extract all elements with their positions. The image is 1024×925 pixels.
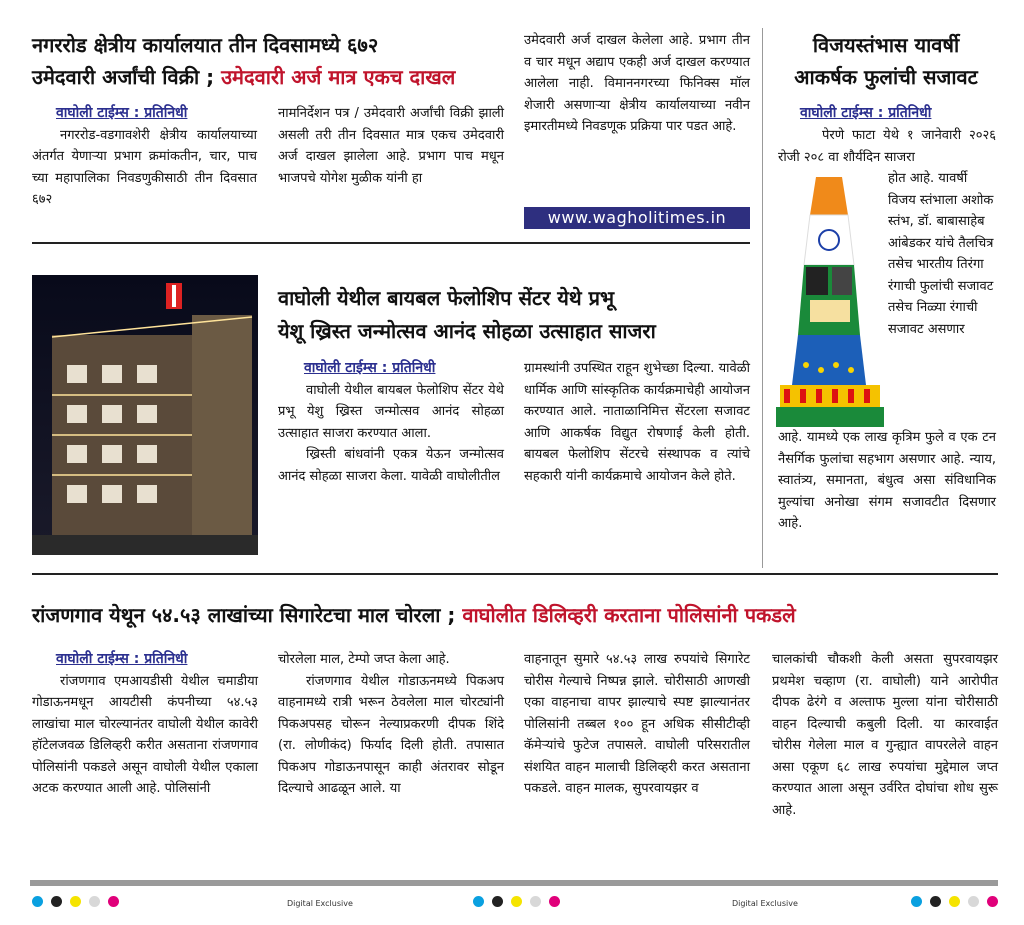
- reg-dot-magenta: [549, 896, 560, 907]
- article4-col3-text: वाहनातून सुमारे ५४.५३ लाख रुपयांचे सिगारेट चोरीस गेल्याचे निष्पन्न झाले. चोरीसाठी आणखी एका वाहनाचा वापर झाल्याचे स्पष्ट झाल्यानंतर पोलिसांनी तब्बल १०० हून अधिक सीसीटीव्ही कॅमेऱ्यांचे फुटेज तपासले. वाघोली परिसरातील संशयित वाहन मालाची डिलिव्हरी करत असताना पकडले. वाहन मालक, सुपरवायझर व: [524, 652, 750, 796]
- article1-col2-text: नामनिर्देशन पत्र / उमेदवारी अर्जांची विक्री झाली असली तरी तीन दिवसात मात्र एकच उमेदवारी अर्ज दाखल झालेला आहे. प्रभाग पाच मधून भाजपचे योगेश मुळीक यांनी हा: [278, 106, 504, 186]
- article4-col1-text: रांजणगाव एमआयडीसी येथील चमाडीया गोडाऊनमधून आयटीसी कंपनीच्या ५४.५३ लाखांचा माल चोरल्यानंतर वाघोली येथील कावेरी हॉटेलजवळ डिलिव्हरी करीत असताना रांजणगाव पोलिसांनी पकडले असून वाघोली येथील एकाला अटक करण्यात आली आहे. पोलिसांनी: [32, 673, 258, 796]
- article4-col3: [524, 649, 750, 800]
- reg-dot-gray: [89, 896, 100, 907]
- article2-col1-p2: ख्रिस्ती बांधवांनी एकत्र येऊन जन्मोत्सव आनंद सोहळा साजरा केला. यावेळी वाघोलीतील: [278, 447, 504, 484]
- reg-dot-magenta: [987, 896, 998, 907]
- website-link[interactable]: www.wagholitimes.in: [524, 207, 750, 229]
- article3-headline-line1: विजयस्तंभास यावर्षी: [812, 33, 960, 57]
- article1-headline-line2: [32, 62, 552, 92]
- article2-col2: [524, 358, 750, 487]
- reg-dot-yellow: [949, 896, 960, 907]
- article4-col2-p2: रांजणगाव येथील गोडाऊनमध्ये पिकअप वाहनामध्ये रात्री भरून ठेवलेला माल चोरट्यांनी पिकअपसह चोरून नेल्याप्रकरणी दीपक शिंदे (रा. लोणीकंद) फिर्याद दिली होती. तपासात पिकअप गोडाऊनपासून काही अंतरावर सोडून दिल्याचे आढळून आले. या: [278, 673, 504, 796]
- footer-label-center: Digital Exclusive: [287, 899, 353, 908]
- reg-dot-cyan: [473, 896, 484, 907]
- vijay-stambh-image: [776, 175, 884, 427]
- reg-dot-cyan: [911, 896, 922, 907]
- article4-col2-p1: चोरलेला माल, टेम्पो जप्त केला आहे.: [278, 652, 450, 667]
- reg-dot-black: [492, 896, 503, 907]
- divider-vertical: [762, 28, 763, 568]
- footer-label-right: Digital Exclusive: [732, 899, 798, 908]
- article3-below-image: [778, 427, 996, 535]
- article2-col2-text: ग्रामस्थांनी उपस्थित राहून शुभेच्छा दिल्या. यावेळी धार्मिक आणि सांस्कृतिक कार्यक्रमाचेही आयोजन करण्यात आले. नाताळानिमित्त सेंटरला सजावट आणि आकर्षक विद्युत रोषणाई केली होती. बायबल फेलोशिप सेंटरचे संस्थापक व त्यांचे सहकारी यांनी कार्यक्रमाचे आयोजन केले होते.: [524, 361, 750, 484]
- article3-beside-image-text: होत आहे. यावर्षी विजय स्तंभाला अशोक स्तंभ, डॉ. बाबासाहेब आंबेडकर यांचे तैलचित्र तसेच भारतीय तिरंगा रंगाची फुलांची सजावट तसेच निळ्या रंगाची सजावट असणार: [888, 171, 994, 337]
- article2-headline-line2: येशू ख्रिस्त जन्मोत्सव आनंद सोहळा उत्साहात साजरा: [278, 319, 656, 343]
- article4-col2: [278, 649, 504, 800]
- article2-col1: [278, 358, 504, 487]
- article4-col4-text: चालकांची चौकशी केली असता सुपरवायझर प्रथमेश चव्हाण (रा. वाघोली) याने आरोपीत दीपक ढेरंगे व अल्ताफ मुल्ला यांना चोरीसाठी वाहन दिल्याची कबुली दिली. या कारवाईत चोरीस गेलेला माल व गुन्ह्यात वापरलेले वाहन असा एकूण ६८ लाख रुपयांचा मुद्देमाल जप्त करण्यात आला असून उर्वरित दोघांचा शोध सुरू आहे.: [772, 652, 998, 818]
- divider-top: [32, 242, 750, 244]
- reg-dot-cyan: [32, 896, 43, 907]
- article1-col1: [32, 103, 257, 211]
- article3-intro: [778, 125, 996, 168]
- article3-headline-line2: आकर्षक फुलांची सजावट: [794, 65, 978, 89]
- article3-byline[interactable]: वाघोली टाईम्स : प्रतिनिधी: [800, 105, 932, 121]
- article2-col1-p1: वाघोली येथील बायबल फेलोशिप सेंटर येथे प्रभू येशु ख्रिस्त जन्मोत्सव आनंद सोहळा उत्साहात साजरा करण्यात आला.: [278, 382, 504, 441]
- footer-rule: [30, 880, 998, 886]
- reg-dot-black: [51, 896, 62, 907]
- article1-col3-text: उमेदवारी अर्ज दाखल केलेला आहे. प्रभाग तीन व चार मधून अद्याप एकही अर्ज दाखल करण्यात आलेला नाही. विमाननगरच्या फिनिक्स मॉल शेजारी असणाऱ्या क्षेत्रीय कार्यालयाच्या नवीन इमारतीमध्ये निवडणूक प्रक्रिया पार पडत आहे.: [524, 33, 750, 134]
- article3-intro-text: पेरणे फाटा येथे १ जानेवारी २०२६ रोजी २०८ वा शौर्यदिन साजरा: [778, 128, 996, 165]
- reg-dot-gray: [968, 896, 979, 907]
- article1-col1-text: नगररोड-वडगावशेरी क्षेत्रीय कार्यालयाच्या अंतर्गत येणाऱ्या प्रभाग क्रमांकतीन, चार, पाच च्या महापालिका निवडणुकीसाठी तीन दिवसात ६७२: [32, 127, 257, 207]
- article4-col1: [32, 649, 258, 800]
- article4-headline-red: वाघोलीत डिलिव्हरी करताना पोलिसांनी पकडले: [462, 603, 796, 627]
- article1-headline-black: उमेदवारी अर्जांची विक्री ;: [32, 65, 222, 89]
- article3-below-image-text: आहे. यामध्ये एक लाख कृत्रिम फुले व एक टन नैसर्गिक फुलांचा सहभाग असणार आहे. न्याय, स्वातंत्र्य, समानता, बंधुत्व असा संविधानिक मुल्यांचा अनोखा संगम सजावटीत दिसणार आहे.: [778, 430, 996, 531]
- reg-dot-magenta: [108, 896, 119, 907]
- vijay-stambh-illustration: [776, 175, 884, 427]
- article2-headline-line1: वाघोली येथील बायबल फेलोशिप सेंटर येथे प्रभू: [278, 286, 615, 310]
- article3-beside-image: [888, 168, 996, 340]
- reg-dot-black: [930, 896, 941, 907]
- article4-headline-black: रांजणगाव येथून ५४.५३ लाखांच्या सिगारेटचा माल चोरला ;: [32, 603, 463, 627]
- article1-headline-line1: नगररोड क्षेत्रीय कार्यालयात तीन दिवसामध्ये ६७२: [32, 33, 379, 57]
- divider-middle: [32, 573, 998, 575]
- reg-dot-gray: [530, 896, 541, 907]
- article4-headline: [32, 600, 1002, 630]
- article4-byline[interactable]: वाघोली टाईम्स : प्रतिनिधी: [56, 651, 188, 667]
- article1-headline-red: उमेदवारी अर्ज मात्र एकच दाखल: [221, 65, 456, 89]
- bible-fellowship-photo: [32, 275, 258, 555]
- article4-col4: [772, 649, 998, 821]
- reg-dot-yellow: [70, 896, 81, 907]
- article2-byline[interactable]: वाघोली टाईम्स : प्रतिनिधी: [304, 360, 436, 376]
- reg-dot-yellow: [511, 896, 522, 907]
- article1-byline[interactable]: वाघोली टाईम्स : प्रतिनिधी: [56, 105, 188, 121]
- building-lights-illustration: [32, 275, 258, 555]
- article1-col3: [524, 30, 750, 138]
- article1-col2: [278, 103, 504, 189]
